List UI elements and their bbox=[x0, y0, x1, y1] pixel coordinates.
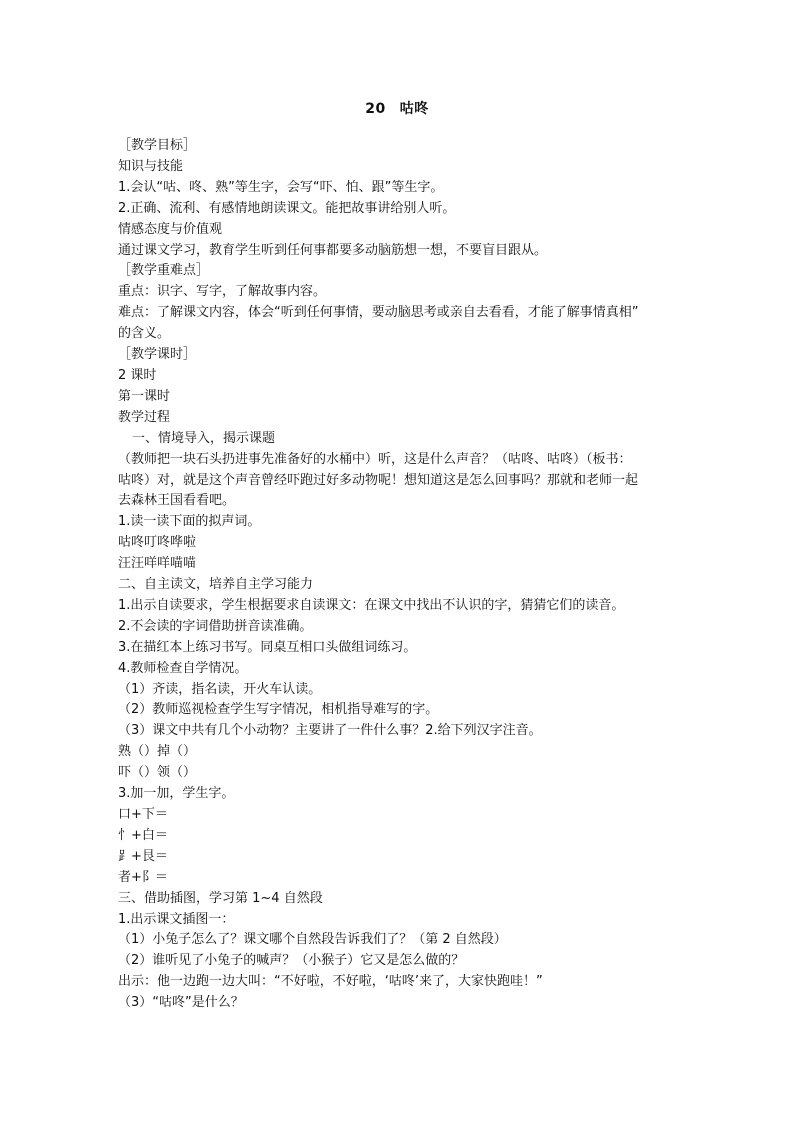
objective-item: 1.会认“咕、咚、熟”等生字，会写“吓、怕、跟”等生字。 bbox=[118, 179, 444, 195]
lesson-number: 20 bbox=[365, 101, 386, 117]
objective-item: 通过课文学习，教育学生听到任何事都要多动脑筋想一想，不要盲目跟从。 bbox=[118, 242, 548, 258]
subheading-knowledge-skills: 知识与技能 bbox=[118, 158, 184, 174]
sub-list-item: （1）小兔子怎么了？课文哪个自然段告诉我们了？（第 2 自然段） bbox=[118, 932, 507, 948]
sub-list-item: （3）“咕咚”是什么？ bbox=[118, 995, 244, 1011]
difficult-point-line: 难点：了解课文内容，体会“听到任何事情，要动脑思考或亲自去看看，才能了解事情真相” bbox=[118, 305, 639, 321]
objective-item: 2.正确、流利、有感情地朗读课文。能把故事讲给别人听。 bbox=[118, 200, 456, 216]
sub-list-item: （3）课文中共有几个小动物？主要讲了一件什么事？2.给下列汉字注音。 bbox=[118, 723, 542, 739]
list-item: 2.不会读的字词借助拼音读准确。 bbox=[118, 618, 313, 634]
onomatopoeia-line: 汪汪咩咩喵喵 bbox=[118, 556, 197, 572]
step-heading: 三、借助插图，学习第 1~4 自然段 bbox=[118, 890, 323, 906]
difficult-point-line-cont: 的含义。 bbox=[118, 326, 171, 342]
character-exercise-line: 忄+白＝ bbox=[118, 827, 168, 843]
step-heading: 一、情境导入，揭示课题 bbox=[132, 430, 276, 446]
section-heading-periods: ［教学课时］ bbox=[118, 347, 197, 363]
period-count: 2 课时 bbox=[118, 367, 157, 383]
pinyin-exercise-line: 熟（）掉（） bbox=[118, 744, 197, 760]
list-item: 3.加一加，学生字。 bbox=[118, 786, 235, 802]
paragraph-line: （教师把一块石头扔进事先准备好的水桶中）听，这是什么声音？（咕咚、咕咚）（板书： bbox=[118, 451, 632, 467]
character-exercise-line: 者+阝＝ bbox=[118, 869, 168, 885]
quote-line: 出示：他一边跑一边大叫：“不好啦，不好啦，‘咕咚’来了，大家快跑哇！” bbox=[118, 974, 543, 990]
first-period-heading: 第一课时 bbox=[118, 388, 171, 404]
onomatopoeia-line: 咕咚叮咚哗啦 bbox=[118, 535, 197, 551]
paragraph-line: 咕咚）对，就是这个声音曾经吓跑过好多动物呢！想知道这是怎么回事吗？那就和老师一起 bbox=[118, 472, 639, 488]
list-item: 1.出示课文插图一： bbox=[118, 911, 235, 927]
subheading-attitude-values: 情感态度与价值观 bbox=[118, 221, 223, 237]
section-heading-key-points: ［教学重难点］ bbox=[118, 263, 210, 279]
document-body bbox=[118, 136, 684, 1014]
step-heading: 二、自主读文，培养自主学习能力 bbox=[118, 577, 314, 593]
character-exercise-line: ⻊+艮＝ bbox=[118, 848, 168, 864]
list-item: 1.出示自读要求，学生根据要求自读课文：在课文中找出不认识的字，猜猜它们的读音。 bbox=[118, 597, 625, 613]
sub-list-item: （2）谁听见了小兔子的喊声？（小猴子）它又是怎么做的？ bbox=[118, 953, 465, 969]
list-item: 4.教师检查自学情况。 bbox=[118, 660, 248, 676]
teaching-process-heading: 教学过程 bbox=[118, 409, 171, 425]
sub-list-item: （2）教师巡视检查学生写字情况，相机指导难写的字。 bbox=[118, 702, 439, 718]
key-point-line: 重点：识字、写字，了解故事内容。 bbox=[118, 284, 327, 300]
list-item: 1.读一读下面的拟声词。 bbox=[118, 514, 261, 530]
paragraph-line: 去森林王国看看吧。 bbox=[118, 493, 236, 509]
section-heading-objectives: ［教学目标］ bbox=[118, 138, 197, 153]
sub-list-item: （1）齐读，指名读，开火车认读。 bbox=[118, 681, 322, 697]
pinyin-exercise-line: 吓（）领（） bbox=[118, 765, 197, 781]
lesson-title-text: 咕咚 bbox=[399, 101, 429, 117]
character-exercise-line: 口+下＝ bbox=[118, 807, 168, 822]
list-item: 3.在描红本上练习书写。同桌互相口头做组词练习。 bbox=[118, 639, 417, 655]
lesson-title bbox=[0, 98, 794, 118]
